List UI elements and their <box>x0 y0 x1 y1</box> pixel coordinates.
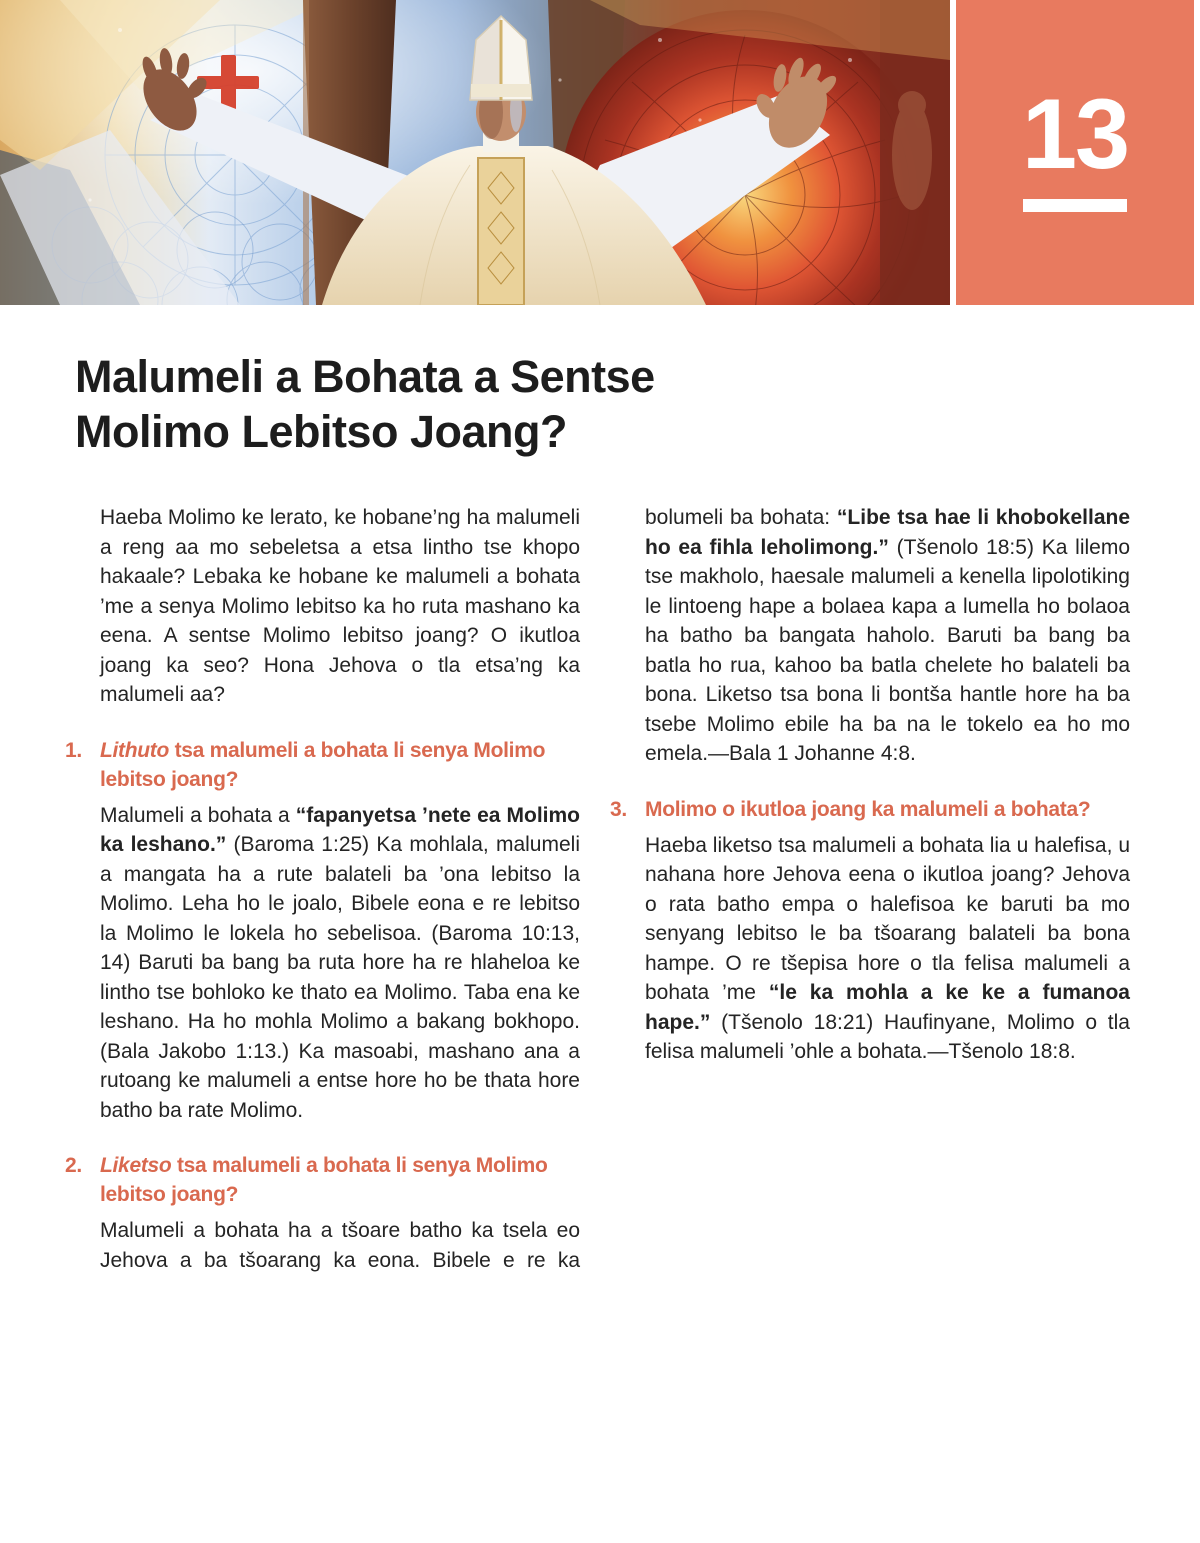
question-heading <box>65 1151 580 1209</box>
paragraph <box>610 831 1130 1067</box>
text-segment: (Tšenolo 18:5) Ka lilemo tse makholo, haesale malumeli a kenella lipolotiking le lintoeng hape a bolaea kapa a lumella ho bolaoa ha batho ba bangata haholo. Baruti ba bang ba batla ho rua, kahoo ba batla chelete ho balateli ba bona. Liketso tsa bona li bontša hantle hore ha ba tsebe Molimo ebile ha ba na le tokelo ea ho mo emela.—Bala 1 Johanne 4:8. <box>645 535 1131 765</box>
text-segment: (Tšenolo 18:21) Haufinyane, Molimo o tla felisa malumeli ’ohle a bohata.—Tšenolo 18:8. <box>645 1010 1130 1063</box>
text-segment: Liketso <box>100 1154 172 1177</box>
text-segment: tsa malumeli a bohata li senya Molimo lebitso joang? <box>100 1154 548 1206</box>
question-heading <box>610 795 1130 824</box>
paragraph <box>610 503 1130 769</box>
title-line-2: Molimo Lebitso Joang? <box>75 406 567 457</box>
header-photo <box>0 0 950 305</box>
text-segment: Haeba Molimo ke lerato, ke hobane’ng ha malumeli a reng aa mo sebeletsa a etsa lintho tse khopo hakaale? Lebaka ke hobane ke malumeli a bohata ’me a senya Molimo lebitso ka ho ruta mashano ka eena. A sentse Molimo lebitso joang? O ikutloa joang ka seo? Hona Jehova o tla etsa’ng ka malumeli aa? <box>100 506 580 706</box>
paragraph <box>65 1216 580 1275</box>
text-segment: “fapanyetsa ’nete ea Molimo ka leshano.” <box>100 803 580 856</box>
mitre-band <box>471 84 531 97</box>
text-segment: Molimo o ikutloa joang ka malumeli a bohata? <box>645 797 1091 821</box>
text-segment: (Baroma 1:25) Ka mohlala, malumeli a mangata ha a rute balateli ba ’ona lebitso la Molimo. Leha ho le joalo, Bibele eona e re lebitso la Molimo le lokela ho sebelisoa. (Baroma 10:13, 14) Baruti ba bang ba ruta hore ha re hlaheloa ke lintho tse bohloko ke thato ea Molimo. Taba ena ke leshano. Ha ho mohla Molimo a bakang bokhopo. (Bala Jakobo 1:13.) Ka masoabi, mashano ana a rutoang ke malumeli a entse hore ho be thata hore batho ba rate Molimo. <box>100 833 580 1122</box>
chapter-number: 13 <box>1021 78 1129 189</box>
page-title <box>75 349 975 459</box>
chapter-badge <box>956 0 1194 305</box>
text-segment: bolumeli ba bohata: <box>645 506 837 529</box>
question-number: 1. <box>65 738 82 762</box>
paragraph <box>65 503 580 710</box>
text-segment: “Libe tsa hae li khobokellane ho ea fihla leholimong.” <box>645 506 1131 559</box>
paragraph <box>65 801 580 1126</box>
title-line-1: Malumeli a Bohata a Sentse <box>75 351 655 402</box>
chapter-underline <box>1023 199 1127 212</box>
question-number: 3. <box>610 797 627 821</box>
text-segment: Haeba liketso tsa malumeli a bohata lia u halefisa, u nahana hore Jehova eena o ikutloa joang? Jehova o rata batho empa o halefisoa ke baruti ba mo senyang lebitso le ba tšoarang balateli ba bona hampe. O re tšepisa hore o tla felisa malumeli a bohata ’me <box>645 833 1130 1004</box>
column-left <box>65 503 580 1301</box>
text-segment: tsa malumeli a bohata li senya Molimo lebitso joang? <box>100 738 546 791</box>
column-right <box>610 503 1130 1093</box>
text-segment: Malumeli a bohata a <box>100 803 296 827</box>
header-photo-art <box>0 0 950 305</box>
question-number: 2. <box>65 1154 82 1177</box>
text-segment: “le ka mohla a ke ke a fumanoa hape.” <box>645 981 1130 1034</box>
text-segment: Lithuto <box>100 738 170 762</box>
gold-band <box>478 158 524 305</box>
question-heading <box>65 736 580 794</box>
text-segment: Malumeli a bohata ha a tšoare batho ka tsela eo Jehova a ba tšoarang ka eona. Bibele e re ka <box>100 1219 580 1272</box>
